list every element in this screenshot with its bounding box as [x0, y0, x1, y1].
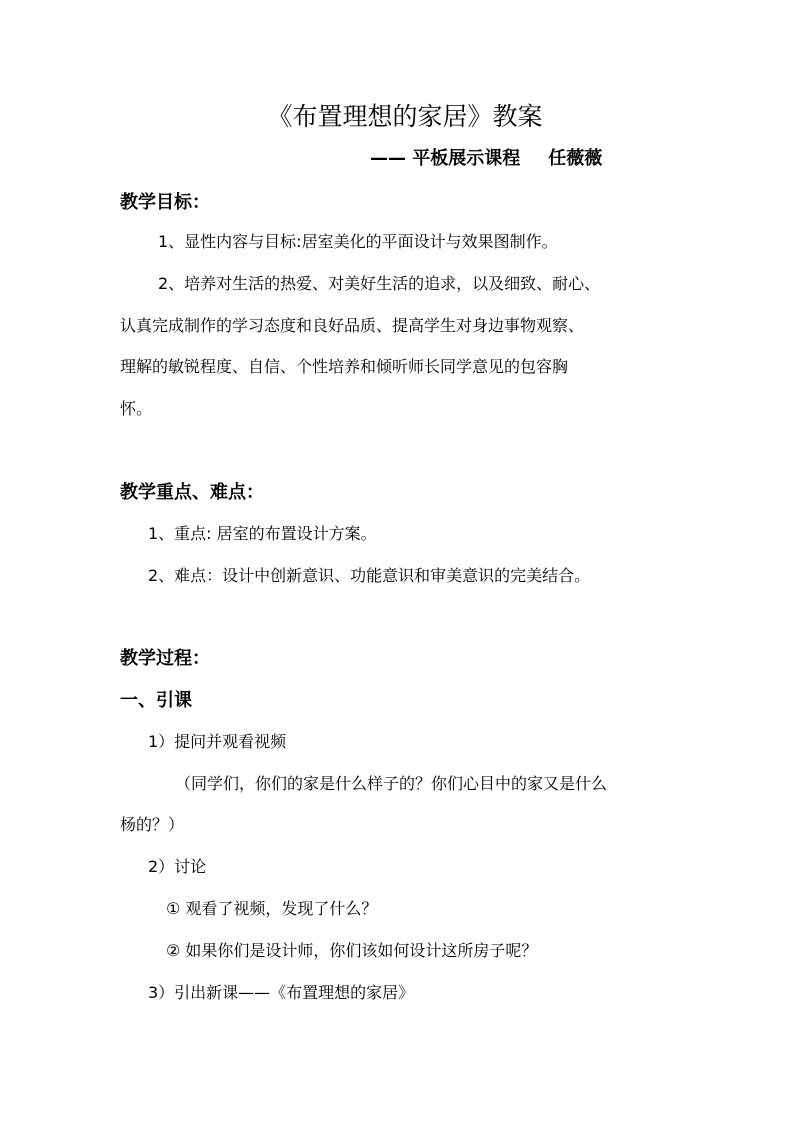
- course-label: —— 平板展示课程: [370, 148, 521, 169]
- process-step-2: 2）讨论: [148, 857, 207, 876]
- process-heading: 教学过程：: [120, 648, 210, 669]
- document-subtitle: [370, 146, 602, 172]
- process-step-2-item-1: ① 观看了视频，发现了什么？: [166, 899, 378, 918]
- section-1-heading: 一、引课: [120, 690, 192, 711]
- process-step-2-item-2: ② 如果你们是设计师，你们该如何设计这所房子呢？: [166, 941, 538, 960]
- process-step-1-detail-line-2: 杨的？）: [120, 815, 185, 834]
- document-title: 《布置理想的家居》教案: [267, 102, 543, 131]
- key-points-heading: 教学重点、难点：: [120, 482, 264, 503]
- objective-item-2-line-3: 理解的敏锐程度、自信、个性培养和倾听师长同学意见的包容胸: [120, 357, 569, 376]
- objectives-heading: 教学目标：: [120, 192, 210, 213]
- process-step-3: 3）引出新课——《布置理想的家居》: [148, 983, 415, 1002]
- key-point-item-1: 1、重点: 居室的布置设计方案。: [148, 524, 377, 543]
- author-name: 任薇薇: [548, 148, 603, 169]
- objective-item-2-line-1: 2、培养对生活的热爱、对美好生活的追求，以及细致、耐心、: [158, 274, 601, 293]
- objective-item-2-line-4: 怀。: [120, 399, 153, 418]
- process-step-1-detail-line-1: （同学们，你们的家是什么样子的？你们心目中的家又是什么: [175, 774, 608, 793]
- process-step-1: 1）提问并观看视频: [148, 732, 287, 751]
- key-point-item-2: 2、难点：设计中创新意识、功能意识和审美意识的完美结合。: [148, 566, 591, 585]
- objective-item-2-line-2: 认真完成制作的学习态度和良好品质、提高学生对身边事物观察、: [120, 316, 585, 335]
- objective-item-1: 1、显性内容与目标:居室美化的平面设计与效果图制作。: [158, 232, 558, 251]
